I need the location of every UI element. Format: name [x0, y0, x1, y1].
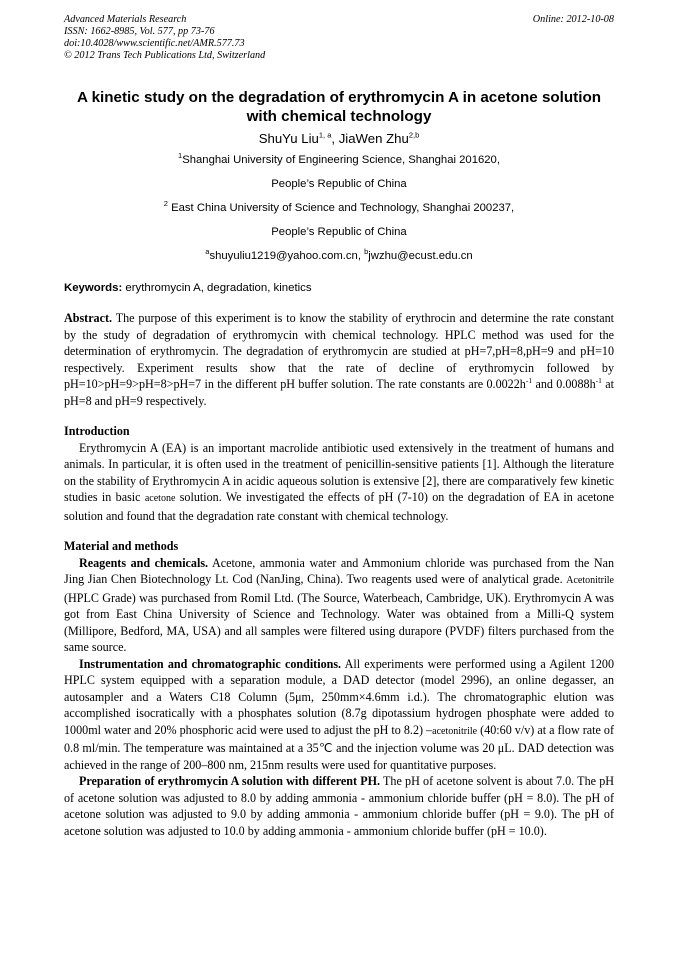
preparation-text: The pH of acetone solvent is about 7.0. The pH of acetone solution was adjusted to 8.0 by adding ammonia - ammonium chloride buffer (pH = 8.0). The pH of acetone solution was adjusted to 9.0 by adding ammonia - ammonium chloride buffer (pH = 9.0). The pH of acetone solution was adjusted to 10.0 by adding ammonia - ammonium chloride buffer (pH = 10.0).: [64, 774, 614, 838]
abstract-sup-1: -1: [525, 375, 533, 385]
author-1-sup: 1, a: [318, 130, 332, 140]
reagents-paragraph: [64, 555, 614, 656]
affiliation-2-sup: 2: [163, 199, 168, 209]
email-line: [64, 249, 614, 263]
journal-header: [64, 14, 614, 62]
paper-title: A kinetic study on the degradation of erythromycin A in acetone solution with chemical technology: [76, 89, 602, 125]
affiliation-1-country: People’s Republic of China: [271, 178, 407, 190]
author-1: ShuYu Liu: [258, 131, 319, 146]
intro-text-1: Erythromycin A (EA) is an important macrolide antibiotic used extensively in the treatment of humans and animals. In particular, it is often used in the treatment of penicillin-sensitive patients [1]. Although the literature on the stability of Erythromycin A in acidic aqueous solution is extensive [2], there are comparatively few kinetic studies in basic: [64, 440, 614, 504]
author-separator: ,: [331, 131, 339, 146]
preparation-paragraph: [64, 773, 614, 839]
abstract-sup-2: -1: [595, 375, 602, 385]
affiliation-2-country: People’s Republic of China: [271, 226, 407, 238]
email-b[interactable]: jwzhu@ecust.edu.cn: [368, 250, 473, 262]
keywords: [64, 281, 614, 296]
online-date: Online: 2012-10-08: [532, 14, 614, 25]
instrumentation-paragraph: [64, 656, 614, 774]
instrumentation-text-1: All experiments were performed using a Agilent 1200 HPLC system equipped with a separation module, a DAD detector (model 2996), an online degasser, an autosampler and a Waters C18 Column (5μm, 250mm×4.6mm i.d.). The chromatographic elution was accomplished isocratically with a phosphates solution (8.7g dipotassium hydrogen phosphate were added to 1000ml water and 20% phosphoric acid were used to adjust the pH to 8.2) –: [64, 656, 614, 737]
affiliation-2: [64, 201, 614, 215]
keywords-text: erythromycin A, degradation, kinetics: [122, 282, 312, 294]
email-b-sup: b: [364, 247, 369, 257]
introduction-heading: Introduction: [64, 424, 130, 438]
reagents-text-small: Acetonitrile: [566, 575, 614, 586]
preparation-label: Preparation of erythromycin A solution with different PH.: [79, 774, 381, 788]
affiliation-1-sup: 1: [178, 151, 183, 161]
abstract-text-1: The purpose of this experiment is to know the stability of erythrocin and determine the rate constant by the study of degradation of erythromycin with chemical technology. HPLC method was used for the determination of erythromycin. The degradation of erythromycin are studied at pH=7,pH=8,pH=9 and pH=10 respectively. Experiment results show that the rate of decline of erythromycin followed by pH=10>pH=9>pH=8>pH=7 in the different pH buffer solution. The rate constants are 0.0022h: [64, 311, 614, 391]
instrumentation-label: Instrumentation and chromatographic conditions.: [79, 656, 342, 671]
copyright-line: © 2012 Trans Tech Publications Ltd, Switzerland: [64, 50, 266, 61]
paper-page: [64, 14, 614, 839]
author-2-sup: 2,b: [408, 130, 420, 140]
affiliation-1: [64, 153, 614, 167]
abstract-label: Abstract.: [64, 311, 113, 325]
abstract-text-3: at pH=8 and pH=9 respectively.: [64, 377, 614, 408]
email-a-sup: a: [205, 247, 210, 257]
issn-line: ISSN: 1662-8985, Vol. 577, pp 73-76: [64, 26, 215, 37]
author-2: JiaWen Zhu: [338, 131, 409, 146]
reagents-text-2: (HPLC Grade) was purchased from Romil Ltd. (The Source, Waterbeach, Cambridge, UK). Erythromycin A was got from East China University of Science and Technology. Water was obtained from a Milli-Q system (Millipore, Bedford, MA, USA) and all samples were filtered using durapore (PVDF) filters purchased from the same source.: [64, 590, 614, 654]
affiliation-1-text: Shanghai University of Engineering Science, Shanghai 201620,: [182, 154, 500, 166]
email-a[interactable]: shuyuliu1219@yahoo.com.cn,: [209, 250, 365, 262]
affiliation-2-text: East China University of Science and Technology, Shanghai 200237,: [167, 202, 515, 214]
intro-text-2: solution. We investigated the effects of pH (7-10) on the degradation of EA in acetone solution and found that the degradation rate constant with chemical technology.: [64, 490, 614, 523]
instrumentation-text-2: (40:60 v/v) at a flow rate of 0.8 ml/min. The temperature was maintained at a 35℃ and the injection volume was 20 μL. DAD detection was achieved in the range of 200–800 nm, 215nm results were used for quantitative purposes.: [64, 722, 614, 772]
intro-text-small: acetone: [144, 493, 176, 504]
author-line: [64, 130, 614, 147]
methods-heading: Material and methods: [64, 539, 179, 553]
introduction-paragraph: [64, 440, 614, 525]
doi-line: doi:10.4028/www.scientific.net/AMR.577.73: [64, 38, 245, 49]
abstract: [64, 310, 614, 409]
instrumentation-text-small: acetonitrile: [432, 725, 478, 737]
journal-name: Advanced Materials Research: [64, 14, 187, 25]
abstract-text-2: and 0.0088h: [532, 377, 596, 391]
reagents-text-1: Acetone, ammonia water and Ammonium chloride was purchased from the Nan Jing Jian Chen Biotechnology Lt. Cod (NanJing, China). Two reagents used were of analytical grade.: [64, 555, 615, 586]
keywords-label: Keywords:: [64, 282, 123, 294]
reagents-label: Reagents and chemicals.: [79, 555, 209, 570]
